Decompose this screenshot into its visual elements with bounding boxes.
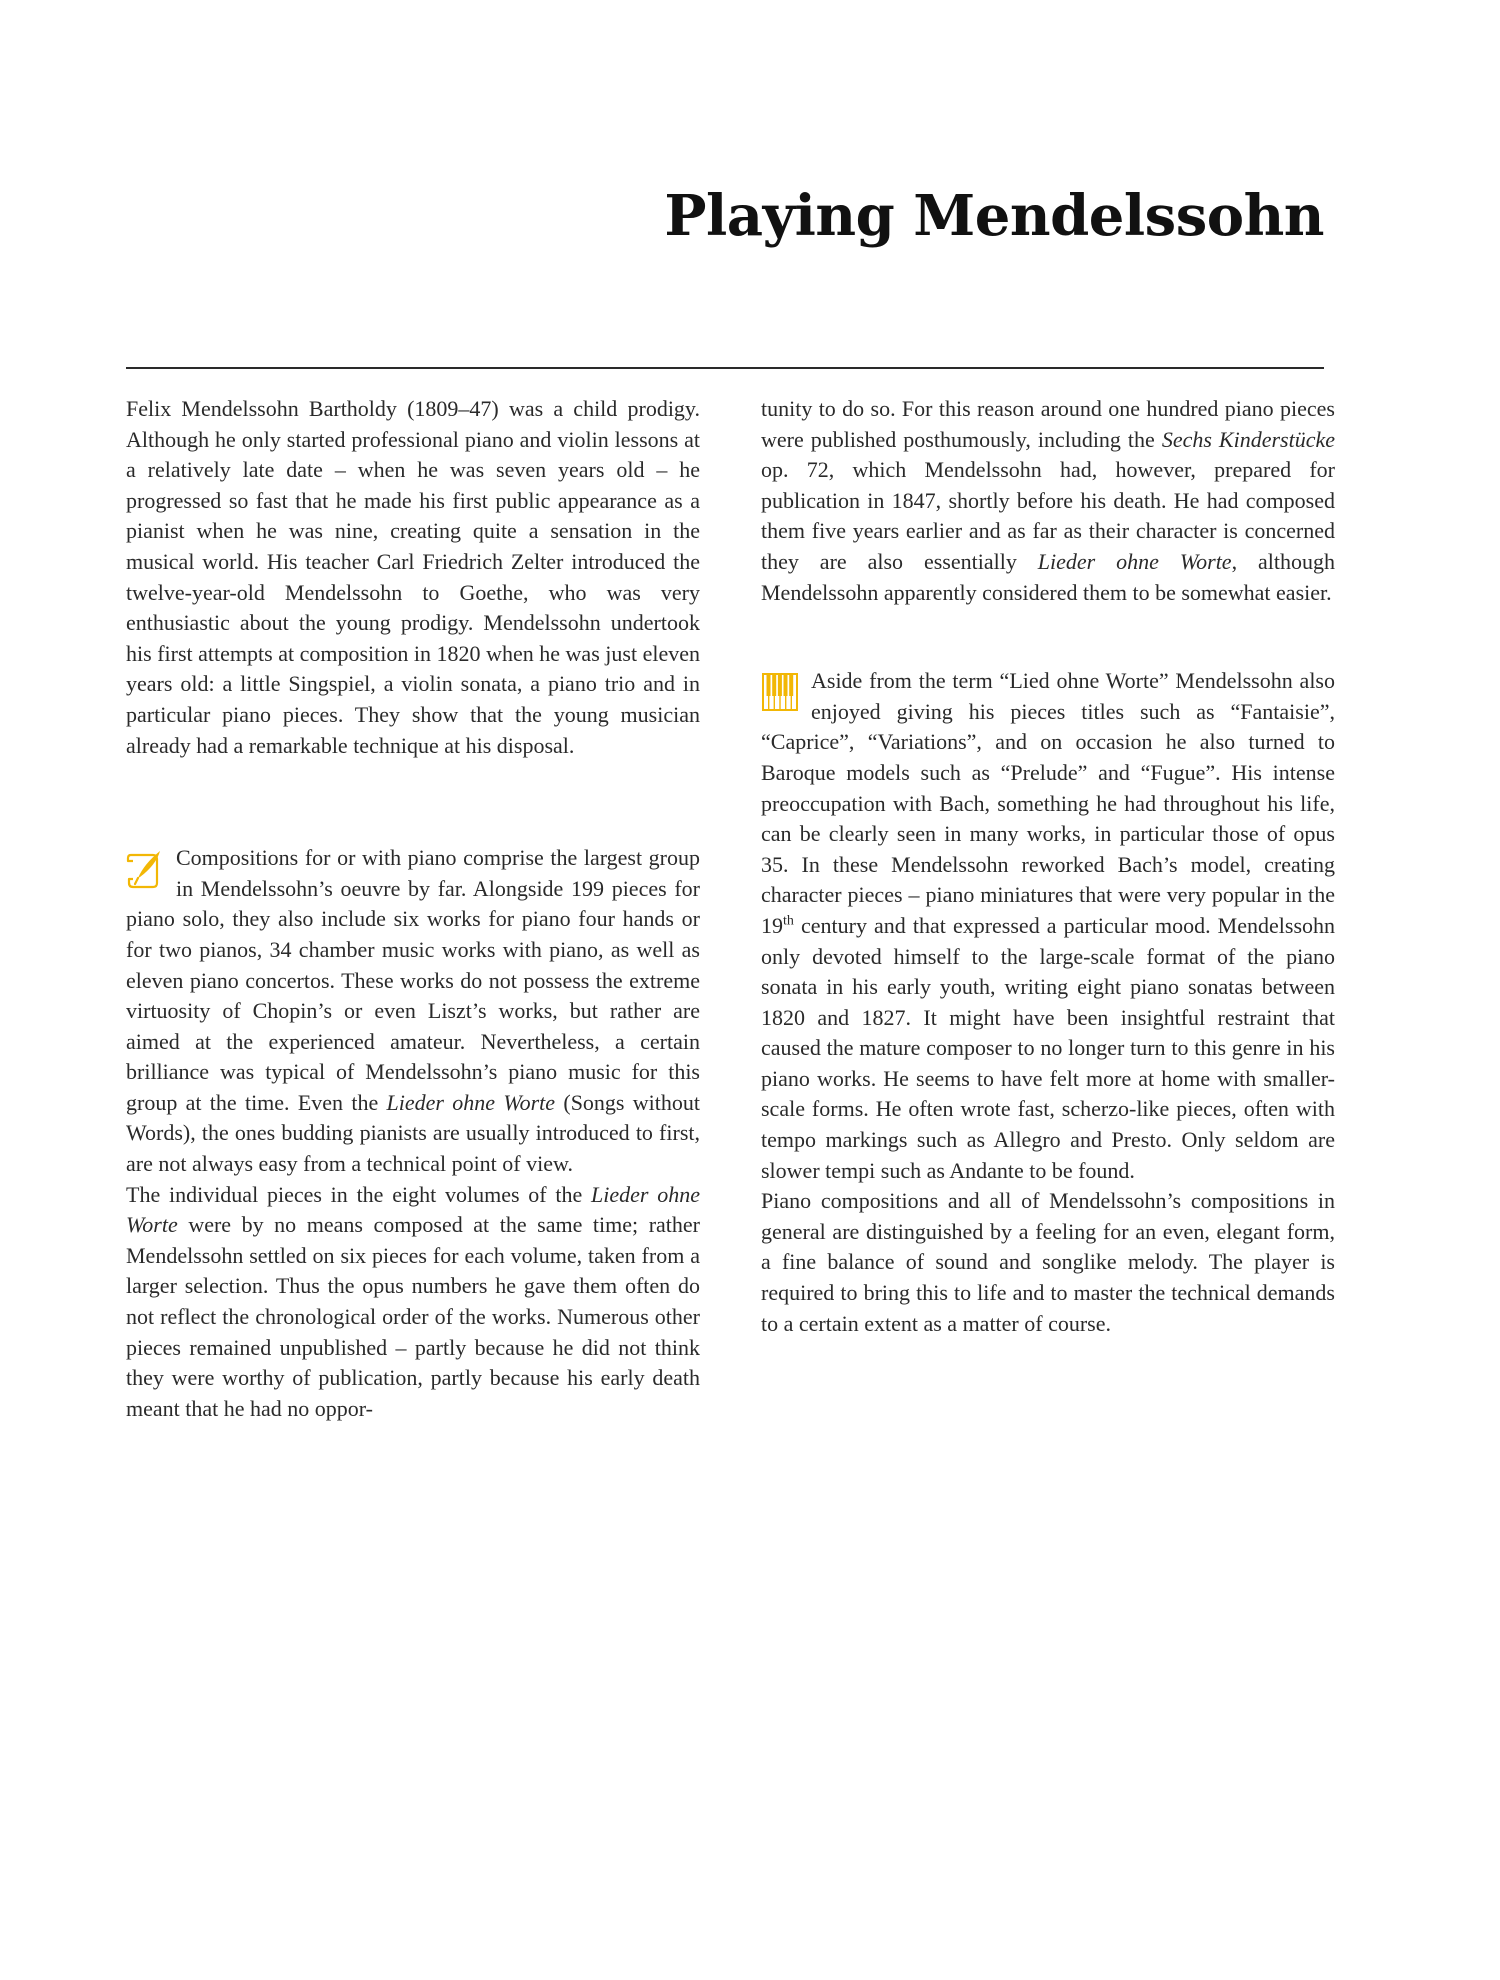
paragraph-titles: Aside from the term “Lied ohne Worte” Mendelssohn also enjoyed giving his pieces titles such as “Fantaisie”, “Caprice”, “Variations”, and on occasion he also turned to Baroque models such as “Prelude” and “Fugue”. His intense preoccupation with Bach, something he had throughout his life, can be clearly seen in many works, in particular those of opus 35. In these Mendelssohn reworked Bach’s model, creating character pieces – piano miniatures that were very popular in the 19th century and that expressed a particular mood. Mendelssohn only devoted himself to the large-scale format of the piano sonata in his early youth, writing eight piano sonatas between 1820 and 1827. It might have been insightful restraint that caused the mature composer to no longer turn to this genre in his piano works. He seems to have felt more at home with smaller-scale forms. He often wrote fast, scherzo-like pieces, often with tempo markings such as Allegro and Presto. Only seldom are slower tempi such as Andante to be found. <box>761 668 1336 1183</box>
left-column <box>126 394 700 1424</box>
paragraph-intro: Felix Mendelssohn Bartholdy (1809–47) was a child prodigy. Although he only started professional piano and violin lessons at a relatively late date – when he was seven years old – he progressed so fast that he made his first public appearance as a pianist when he was nine, creating quite a sensation in the musical world. His teacher Carl Friedrich Zelter introduced the twelve-year-old Mendelssohn to Goethe, who was very enthusiastic about the young prodigy. Mendelssohn undertook his first attempts at composition in 1820 when he was just eleven years old: a little Singspiel, a violin sonata, a piano trio and in particular piano pieces. They show that the young musician already had a remarkable technique at his disposal. <box>126 396 700 758</box>
right-column <box>761 394 1335 1339</box>
paragraph-conclusion: Piano compositions and all of Mendelssohn’s compositions in general are distinguished by a feeling for an even, elegant form, a fine balance of sound and songlike melody. The player is required to bring this to life and to master the technical demands to a certain extent as a matter of course. <box>761 1188 1335 1336</box>
paragraph-compositions: Compositions for or with piano comprise the largest group in Mendelssohn’s oeuvre by far. Alongside 199 pieces for piano solo, they also include six works for piano four hands or for two pianos, 34 chamber music works with piano, as well as eleven piano concertos. These works do not possess the extreme virtuosity of Chopin’s or even Liszt’s works, but rather are aimed at the experienced amateur. Nevertheless, a certain brilliance was typical of Mendelssohn’s piano music for this group at the time. Even the Lieder ohne Worte (Songs without Words), the ones budding pianists are usually introduced to first, are not always easy from a technical point of view. <box>126 845 701 1177</box>
piano-keys-icon <box>761 670 799 714</box>
section-gap <box>761 608 1335 666</box>
quill-scroll-icon <box>126 847 164 891</box>
section-gap <box>126 761 700 843</box>
paragraph-lieder: The individual pieces in the eight volumes of the Lieder ohne Worte were by no means composed at the same time; rather Mendelssohn settled on six pieces for each volume, taken from a larger selection. Thus the opus numbers he gave them often do not reflect the chronological order of the works. Numerous other pieces remained unpublished – partly because he did not think they were worthy of publication, partly because his early death meant that he had no oppor- <box>126 1181 701 1421</box>
paragraph-posthumous: tunity to do so. For this reason around one hundred piano pieces were published posthumously, including the Sechs Kinderstücke op. 72, which Mendelssohn had, however, prepared for publication in 1847, shortly before his death. He had composed them five years earlier and as far as their character is concerned they are also essentially Lieder ohne Worte, although Mendelssohn apparently considered them to be somewhat easier. <box>761 396 1336 605</box>
title-divider <box>126 367 1324 369</box>
page-title: Playing Mendelssohn <box>664 183 1324 249</box>
